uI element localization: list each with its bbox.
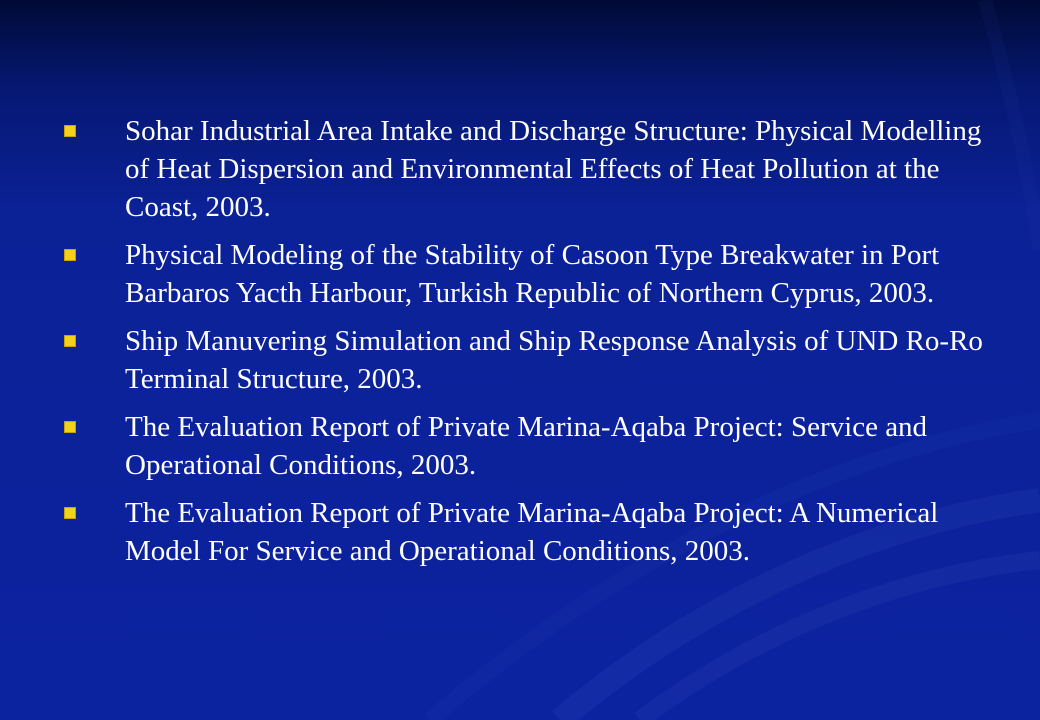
bullet-text: Ship Manuvering Simulation and Ship Response Analysis of UND Ro-Ro Terminal Structure, 2003. bbox=[125, 325, 983, 395]
list-item bbox=[62, 408, 1002, 484]
square-bullet-icon bbox=[64, 125, 76, 137]
square-bullet-icon bbox=[64, 421, 76, 433]
square-bullet-icon bbox=[64, 335, 76, 347]
bullet-text: The Evaluation Report of Private Marina-Aqaba Project: A Numerical Model For Service and Operational Conditions, 2003. bbox=[125, 497, 939, 567]
list-item bbox=[62, 494, 1002, 570]
bullet-text: The Evaluation Report of Private Marina-Aqaba Project: Service and Operational Conditions, 2003. bbox=[125, 411, 928, 481]
list-item bbox=[62, 236, 1002, 312]
bullet-list bbox=[62, 112, 1002, 580]
list-item bbox=[62, 112, 1002, 226]
bullet-text: Physical Modeling of the Stability of Casoon Type Breakwater in Port Barbaros Yacth Harbour, Turkish Republic of Northern Cyprus, 2003. bbox=[125, 239, 940, 309]
bullet-text: Sohar Industrial Area Intake and Discharge Structure: Physical Modelling of Heat Dispersion and Environmental Effects of Heat Pollution at the Coast, 2003. bbox=[125, 115, 982, 223]
square-bullet-icon bbox=[64, 249, 76, 261]
square-bullet-icon bbox=[64, 507, 76, 519]
list-item bbox=[62, 322, 1002, 398]
